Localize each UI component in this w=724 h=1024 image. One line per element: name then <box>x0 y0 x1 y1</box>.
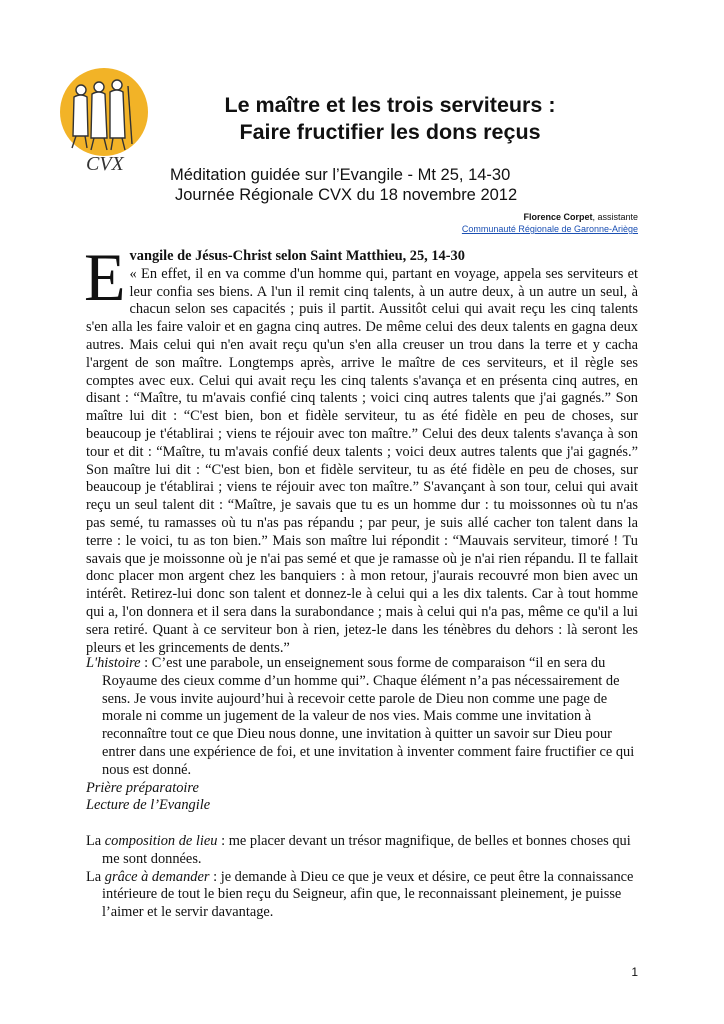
gospel-heading: vangile de Jésus-Christ selon Saint Matthieu, 25, 14-30 <box>129 248 465 264</box>
logo-text: CVX <box>86 153 124 175</box>
composition-paragraph: La composition de lieu : me placer devant un trésor magnifique, de belles et bonnes choses qui me sont données. <box>86 832 631 867</box>
gospel-text: « En effet, il en va comme d'un homme qui, partant en voyage, appela ses serviteurs et leur confia ses biens. A l'un il remit cinq talents, à un autre deux, à un autre un seul, à chacun selon ses capacités ; puis il partit. Aussitôt celui qui avait reçu les cinq talents s'en alla les faire valoir et en gagna cinq autres. De même celui des deux talents en gagna deux autres. Mais celui qui n'en avait reçu qu'un s'en alla creuser un trou dans la terre et y cacha l'argent de son maître. Longtemps après, arrive le maître de ces serviteurs, et il règle ses comptes avec eux. Celui qui avait reçu les cinq talents s'avança et en présenta cinq autres, en disant : “Maître, tu m'avais confié cinq talents ; voici cinq autres talents que j'ai gagnés.” Son maître lui dit : “C'est bien, bon et fidèle serviteur, tu as été fidèle en peu de choses, sur beaucoup je t'établirai ; viens te réjouir avec ton maître.” Celui des deux talents s'avança à son tour et dit : “Maître, tu m'avais confié deux talents ; voici deux autres talents que j'ai gagnés.” Son maître lui dit : “C'est bien, bon et fidèle serviteur, tu as été fidèle en peu de choses, sur beaucoup je t'établirai ; viens te réjouir avec ton maître.” S'avançant à son tour, celui qui avait reçu un seul talent dit : “Maître, je savais que tu es un homme dur : tu moissonnes où tu n'as pas semé, tu ramasses où tu n'as pas répandu ; par peur, je suis allé cacher ton talent dans la terre : le voici, tu as ton bien.” Mais son maître lui répondit : “Mauvais serviteur, timoré ! Tu savais que je moissonne où je n'ai pas semé et que je ramasse où je n'ai rien répandu. Il te fallait donc placer mon argent chez les banquiers : à mon retour, j'aurais recouvré mon bien avec un intérêt. Retirez-lui donc son talent et donnez-le à celui qui a les dix talents. Car à tout homme qui a, l'on donnera et il sera dans la surabondance ; mais à celui qui n'a pas, même ce qu'il a lui sera retiré. Quant à ce serviteur bon à rien, jetez-le dans les ténèbres du dehors : là seront les pleurs et les grincements de dents.” <box>86 265 638 656</box>
drop-cap: E <box>84 239 126 315</box>
priere-line: Prière préparatoire <box>86 779 199 796</box>
author-role: , assistante <box>592 212 638 222</box>
histoire-label: L'histoire <box>86 655 141 671</box>
gospel-passage <box>84 239 638 657</box>
author-name: Florence Corpet <box>523 212 593 222</box>
subtitle-line-2: Journée Régionale CVX du 18 novembre 2012 <box>175 186 518 204</box>
meditation-notes <box>86 655 638 922</box>
composition-text: : me placer devant un trésor magnifique, de belles et bonnes choses qui me sont données. <box>102 832 631 867</box>
grace-label: grâce à demander <box>104 868 210 885</box>
histoire-text: : C’est une parabole, un enseignement sous forme de comparaison “il en sera du Royaume des cieux comme d’un homme qui”. Chaque élément n’a pas nécessairement de sens. Je vous invite aujourd’hui à recevoir cette parole de Dieu non comme une page de morale ni comme un jugement de la valeur de nos vies. Mais comme une invitation à reconnaître tout ce que Dieu nous donne, une invitation à quitter un savoir sur Dieu pour entrer dans une expérience de foi, et une invitation à inventer comment faire fructifier ce qui nous est donné. <box>102 655 635 778</box>
grace-text: : je demande à Dieu ce que je veux et désire, ce peut être la connaissance intérieure de tout le bien reçu du Seigneur, afin que, le reconnaissant pleinement, je puisse l’aimer et le servir davantage. <box>102 868 634 921</box>
page-number: 1 <box>631 965 638 979</box>
page-title <box>150 92 630 146</box>
subtitle <box>170 165 517 205</box>
title-line-2: Faire fructifier les dons reçus <box>239 120 541 144</box>
grace-paragraph: La grâce à demander : je demande à Dieu ce que je veux et désire, ce peut être la connaissance intérieure de tout le bien reçu du Seigneur, afin que, le reconnaissant pleinement, je puisse l’aimer et le servir davantage. <box>86 868 634 921</box>
author-block <box>462 211 638 235</box>
histoire-paragraph <box>86 655 638 780</box>
composition-label: composition de lieu <box>104 832 218 849</box>
lecture-line: Lecture de l’Evangile <box>86 797 211 814</box>
cvx-logo <box>54 66 154 176</box>
subtitle-line-1: Méditation guidée sur l’Evangile - Mt 25, 14-30 <box>170 166 511 184</box>
title-line-1: Le maître et les trois serviteurs : <box>224 93 556 117</box>
author-community-link[interactable]: Communauté Régionale de Garonne-Ariège <box>461 224 638 234</box>
